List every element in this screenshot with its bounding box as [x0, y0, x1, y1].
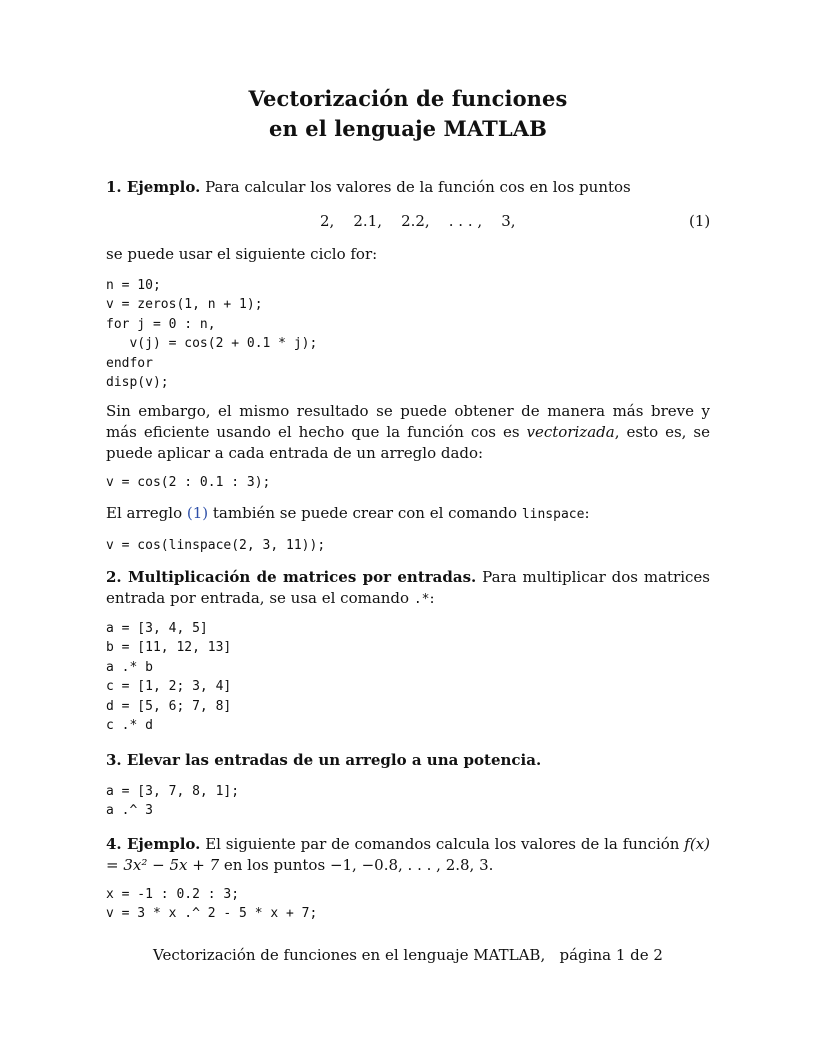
- equation-reference-link[interactable]: (1): [186, 504, 209, 522]
- section-3-intro: [106, 750, 710, 771]
- section-4-text-b: en los puntos: [219, 856, 330, 874]
- section-3-heading: 3. Elevar las entradas de un arreglo a una potencia.: [106, 751, 542, 769]
- section-4-text-a: El siguiente par de comandos calcula los valores de la función: [200, 835, 685, 853]
- section-1-intro: [106, 177, 710, 198]
- paragraph-2-emphasis: vectorizada: [526, 423, 615, 441]
- code-block-linspace: v = cos(linspace(2, 3, 11));: [106, 538, 326, 553]
- section-2-text-b: :: [429, 589, 435, 607]
- page-footer: Vectorización de funciones en el lenguaje MATLAB, página 1 de 2: [153, 946, 663, 964]
- code-block-matrix-mult: a = [3, 4, 5] b = [11, 12, 13] a .* b c = [1, 2; 3, 4] d = [5, 6; 7, 8] c .* d: [106, 621, 232, 734]
- section-1-paragraph-2: [106, 401, 710, 464]
- equation-number: (1): [689, 212, 711, 230]
- equation-values: 2, 2.1, 2.2, . . . , 3,: [320, 212, 516, 230]
- section-1-paragraph-3: [106, 503, 710, 525]
- code-block-loop: n = 10; v = zeros(1, n + 1); for j = 0 : n, v(j) = cos(2 + 0.1 * j); endfor disp(v);: [106, 278, 318, 391]
- section-2-heading: 2. Multiplicación de matrices por entradas.: [106, 568, 477, 586]
- paragraph-2-text-a: Sin embargo, el mismo resultado se puede obtener de manera más breve y más eficiente usando el hecho que la función cos es: [106, 402, 710, 441]
- paragraph-3-text-b: también se puede crear con el comando: [208, 504, 522, 522]
- code-block-power: a = [3, 7, 8, 1]; a .^ 3: [106, 784, 240, 819]
- code-block-polynomial: x = -1 : 0.2 : 3; v = 3 * x .^ 2 - 5 * x + 7;: [106, 887, 318, 922]
- section-1-after-text: se puede usar el siguiente ciclo for:: [106, 245, 378, 263]
- page-title-line-2: en el lenguaje MATLAB: [269, 116, 547, 141]
- section-4-intro: [106, 834, 710, 876]
- function-formula: f(x) = 3x² − 5x + 7: [106, 835, 711, 874]
- inline-code-linspace: linspace: [521, 507, 585, 522]
- page-title-line-1: Vectorización de funciones: [248, 86, 568, 111]
- code-block-vectorized: v = cos(2 : 0.1 : 3);: [106, 475, 271, 490]
- section-2-intro: [106, 567, 710, 610]
- paragraph-3-text-c: :: [584, 504, 590, 522]
- paragraph-3-text-a: El arreglo: [106, 504, 187, 522]
- section-1-heading: 1. Ejemplo.: [106, 178, 201, 196]
- section-1-intro-text: Para calcular los valores de la función cos en los puntos: [205, 178, 631, 196]
- section-2-text-a: Para multiplicar dos matrices entrada por entrada, se usa el comando: [106, 568, 710, 607]
- inline-code-elementwise-mult: .*: [413, 592, 430, 607]
- paragraph-2-text-b: , esto es, se puede aplicar a cada entrada de un arreglo dado:: [106, 423, 710, 462]
- points-list: −1, −0.8, . . . , 2.8, 3.: [329, 856, 494, 874]
- section-4-heading: 4. Ejemplo.: [106, 835, 201, 853]
